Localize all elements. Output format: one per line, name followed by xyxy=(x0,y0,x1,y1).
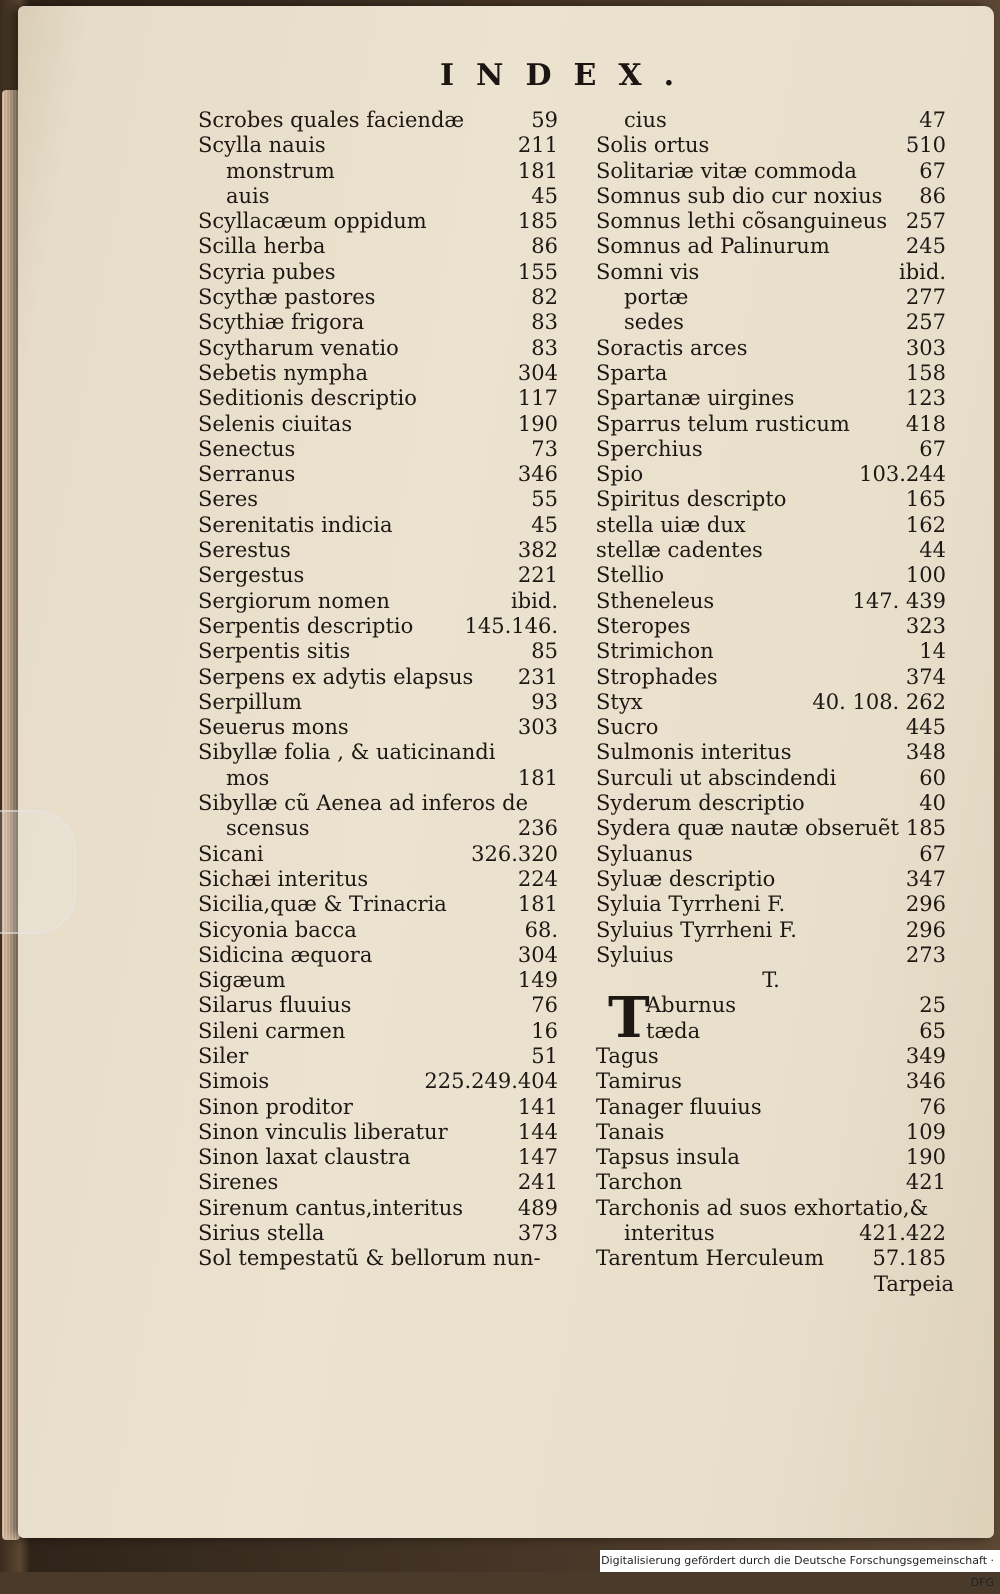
index-term: Seres xyxy=(198,487,259,512)
index-page-ref: 123 xyxy=(905,386,946,411)
running-head: INDEX. xyxy=(440,58,697,93)
index-term: Sparrus telum rusticum xyxy=(596,411,850,436)
index-entry xyxy=(596,513,946,538)
index-entry xyxy=(198,791,558,816)
index-entry xyxy=(596,842,946,867)
index-entry xyxy=(198,260,558,285)
index-entry xyxy=(198,437,558,462)
index-term: Scylla nauis xyxy=(198,133,326,158)
index-entry xyxy=(596,336,946,361)
index-term: Sicilia,quæ & Trinacria xyxy=(198,892,447,917)
index-entry xyxy=(596,1170,946,1195)
index-entry xyxy=(198,1095,558,1120)
index-page-ref: 489 xyxy=(517,1195,558,1220)
index-page-ref: 109 xyxy=(905,1119,946,1144)
index-entry xyxy=(596,1145,946,1170)
index-term: Serpentis sitis xyxy=(198,639,351,664)
index-entry xyxy=(198,133,558,158)
index-entry xyxy=(198,538,558,563)
index-entry xyxy=(198,614,558,639)
index-page-ref: 421.422 xyxy=(859,1221,946,1246)
index-term: Selenis ciuitas xyxy=(198,411,353,436)
index-entry xyxy=(596,538,946,563)
index-term: Sirius stella xyxy=(198,1221,325,1246)
index-page-ref: 185 xyxy=(517,209,558,234)
index-term: Sigæum xyxy=(198,968,286,993)
index-page-ref: 257 xyxy=(905,209,946,234)
index-entry xyxy=(596,892,946,917)
index-page-ref: 165 xyxy=(905,487,946,512)
index-entry xyxy=(198,1044,558,1069)
index-term: Sperchius xyxy=(596,436,703,461)
index-term: Syluia Tyrrheni F. xyxy=(596,892,786,917)
index-entry xyxy=(198,943,558,968)
index-page-ref: 303 xyxy=(905,335,946,360)
index-page-ref: 348 xyxy=(905,740,946,765)
index-page-ref: 225.249.404 xyxy=(424,1069,558,1094)
index-entry xyxy=(198,766,558,791)
index-term: Surculi ut abscindendi xyxy=(596,765,837,790)
index-page-ref: 181 xyxy=(517,892,558,917)
index-page-ref: 45 xyxy=(531,183,558,208)
index-entry xyxy=(198,159,558,184)
index-entry xyxy=(198,690,558,715)
index-term: Sol tempestatũ & bellorum nun- xyxy=(198,1246,541,1271)
index-page-ref: 418 xyxy=(905,411,946,436)
index-term: Tamirus xyxy=(596,1069,682,1094)
index-term: Scrobes quales faciendæ xyxy=(198,108,465,132)
index-page-ref: 47 xyxy=(919,108,946,132)
index-entry xyxy=(596,1221,946,1246)
index-term: Steropes xyxy=(596,613,691,638)
index-term: Sicyonia bacca xyxy=(198,917,357,942)
index-page-ref: 67 xyxy=(919,841,946,866)
index-page-ref: 346 xyxy=(905,1069,946,1094)
index-column-left xyxy=(198,108,558,1272)
index-page-ref: 51 xyxy=(531,1043,558,1068)
index-term: cius xyxy=(624,108,667,132)
index-page-ref: 82 xyxy=(531,285,558,310)
index-page-ref: 145.146. xyxy=(464,613,558,638)
index-term: Scyria pubes xyxy=(198,259,336,284)
index-term: Siler xyxy=(198,1043,249,1068)
index-term: Scythiæ frigora xyxy=(198,310,365,335)
index-entry xyxy=(198,993,558,1018)
index-term: Spio xyxy=(596,462,644,487)
index-page-ref: 162 xyxy=(905,512,946,537)
index-entry xyxy=(596,665,946,690)
index-entry xyxy=(596,108,946,133)
index-term: Syluanus xyxy=(596,841,693,866)
index-page-ref: 277 xyxy=(905,285,946,310)
index-entry xyxy=(198,108,558,133)
index-entry xyxy=(596,614,946,639)
index-entry xyxy=(596,184,946,209)
index-term: Syderum descriptio xyxy=(596,791,805,816)
index-page-ref: 236 xyxy=(517,816,558,841)
index-entry xyxy=(198,1120,558,1145)
index-term: Sulmonis interitus xyxy=(596,740,792,765)
index-page-ref: 346 xyxy=(517,462,558,487)
index-term: Syluius xyxy=(596,942,674,967)
digitization-footer: Digitalisierung gefördert durch die Deutsche Forschungsgemeinschaft · DFG xyxy=(600,1550,1000,1572)
index-entry xyxy=(198,563,558,588)
index-term: Sidicina æquora xyxy=(198,942,373,967)
index-entry xyxy=(596,867,946,892)
index-page-ref: 55 xyxy=(531,487,558,512)
index-page-ref: 67 xyxy=(919,436,946,461)
index-term: Styx xyxy=(596,689,643,714)
index-term: Somnus lethi cõsanguineus xyxy=(596,209,888,234)
index-page-ref: 45 xyxy=(531,512,558,537)
index-page-ref: 245 xyxy=(905,234,946,259)
index-page-ref: 86 xyxy=(919,183,946,208)
index-page-ref: 224 xyxy=(517,866,558,891)
index-entry xyxy=(198,209,558,234)
index-entry xyxy=(198,842,558,867)
index-entry xyxy=(596,1120,946,1145)
index-term: Somnus ad Palinurum xyxy=(596,234,830,259)
index-term: stellæ cadentes xyxy=(596,538,763,563)
index-term: Sucro xyxy=(596,715,659,740)
index-page-ref: 273 xyxy=(905,942,946,967)
index-page-ref: 421 xyxy=(905,1170,946,1195)
index-entry xyxy=(198,867,558,892)
page-clip xyxy=(0,810,76,934)
index-entry xyxy=(198,892,558,917)
index-page-ref: 373 xyxy=(517,1221,558,1246)
index-entry xyxy=(198,1145,558,1170)
index-entry xyxy=(596,816,946,841)
index-page-ref: 149 xyxy=(517,968,558,993)
index-page-ref: 304 xyxy=(517,942,558,967)
index-term: T. xyxy=(762,968,780,993)
index-entry xyxy=(596,639,946,664)
index-entry xyxy=(198,184,558,209)
index-term: Sichæi interitus xyxy=(198,866,369,891)
index-term: Serestus xyxy=(198,538,291,563)
index-page-ref: 73 xyxy=(531,436,558,461)
index-page-ref: 25 xyxy=(919,993,946,1018)
index-entry xyxy=(198,285,558,310)
index-page-ref: 374 xyxy=(905,664,946,689)
index-term: Somni vis xyxy=(596,259,700,284)
index-entry xyxy=(198,1246,558,1271)
index-term: Tarchon xyxy=(596,1170,683,1195)
index-page-ref: 231 xyxy=(517,664,558,689)
index-entry xyxy=(596,766,946,791)
catchword: Tarpeia xyxy=(873,1272,954,1296)
index-term: Sileni carmen xyxy=(198,1018,346,1043)
index-term: Tarentum Herculeum xyxy=(596,1246,825,1271)
index-entry xyxy=(596,234,946,259)
index-term: Tagus xyxy=(596,1043,659,1068)
index-page-ref: 57.185 xyxy=(872,1246,946,1271)
index-page-ref: ibid. xyxy=(899,259,946,284)
index-entry xyxy=(198,386,558,411)
index-page-ref: 76 xyxy=(531,993,558,1018)
index-term: Tarchonis ad suos exhortatio,& xyxy=(596,1195,929,1220)
index-page-ref: 181 xyxy=(517,158,558,183)
index-page-ref: 296 xyxy=(905,892,946,917)
index-entry xyxy=(596,1095,946,1120)
index-term: Serpens ex adytis elapsus xyxy=(198,664,474,689)
index-page-ref: ibid. xyxy=(511,588,558,613)
index-term: Soractis arces xyxy=(596,335,748,360)
index-term: Spiritus descripto xyxy=(596,487,787,512)
index-term: monstrum xyxy=(226,158,335,183)
index-page-ref: 16 xyxy=(531,1018,558,1043)
index-entry xyxy=(596,1069,946,1094)
index-entry xyxy=(596,943,946,968)
index-page-ref: 68. xyxy=(524,917,558,942)
index-entry xyxy=(596,740,946,765)
index-entry xyxy=(198,1196,558,1221)
index-page-ref: 83 xyxy=(531,335,558,360)
index-entry xyxy=(596,791,946,816)
index-term: Seuerus mons xyxy=(198,715,349,740)
index-page-ref: 117 xyxy=(517,386,558,411)
index-page-ref: 221 xyxy=(517,563,558,588)
index-page-ref: 190 xyxy=(905,1145,946,1170)
index-term: Solis ortus xyxy=(596,133,710,158)
index-term: Sinon vinculis liberatur xyxy=(198,1119,448,1144)
index-page-ref: 85 xyxy=(531,639,558,664)
index-term: Syluius Tyrrheni F. xyxy=(596,917,797,942)
index-entry xyxy=(198,336,558,361)
index-term: Serenitatis indicia xyxy=(198,512,393,537)
index-term: auis xyxy=(226,183,270,208)
index-page-ref: 67 xyxy=(919,158,946,183)
index-entry xyxy=(198,513,558,538)
index-page-ref: 257 xyxy=(905,310,946,335)
index-page-ref: 382 xyxy=(517,538,558,563)
index-term: tæda xyxy=(646,1018,701,1043)
index-entry xyxy=(596,159,946,184)
index-page-ref: 147. 439 xyxy=(852,588,946,613)
index-entry xyxy=(596,487,946,512)
index-term: Scilla herba xyxy=(198,234,326,259)
index-term: Serranus xyxy=(198,462,296,487)
index-page-ref: 190 xyxy=(517,411,558,436)
index-term: Sinon proditor xyxy=(198,1094,353,1119)
index-term: Scytharum venatio xyxy=(198,335,399,360)
index-page-ref: 65 xyxy=(919,1018,946,1043)
index-term: Sydera quæ nautæ obseruẽt xyxy=(596,816,899,841)
index-term: Aburnus xyxy=(646,993,736,1018)
index-term: Somnus sub dio cur noxius xyxy=(596,183,883,208)
index-term: stella uiæ dux xyxy=(596,512,746,537)
index-term: Spartanæ uirgines xyxy=(596,386,795,411)
index-term: scensus xyxy=(226,816,310,841)
index-page-ref: 303 xyxy=(517,715,558,740)
index-entry xyxy=(596,386,946,411)
index-term: Silarus fluuius xyxy=(198,993,352,1018)
index-page-ref: 241 xyxy=(517,1170,558,1195)
index-page-ref: 83 xyxy=(531,310,558,335)
index-term: Solitariæ vitæ commoda xyxy=(596,158,857,183)
index-page-ref: 86 xyxy=(531,234,558,259)
index-entry xyxy=(198,1069,558,1094)
index-entry xyxy=(198,918,558,943)
index-column-right xyxy=(596,108,946,1272)
index-term: sedes xyxy=(624,310,684,335)
index-entry xyxy=(198,487,558,512)
index-term: Seditionis descriptio xyxy=(198,386,417,411)
index-term: Stellio xyxy=(596,563,665,588)
index-entry xyxy=(596,285,946,310)
drop-cap: T xyxy=(608,985,650,1051)
index-page-ref: 349 xyxy=(905,1043,946,1068)
index-term: Sparta xyxy=(596,360,668,385)
index-entry xyxy=(596,1246,946,1271)
index-entry xyxy=(596,918,946,943)
index-page-ref: 326.320 xyxy=(471,841,558,866)
index-term: Serpillum xyxy=(198,689,302,714)
index-entry xyxy=(198,816,558,841)
index-entry xyxy=(198,310,558,335)
index-term: Sibyllæ cũ Aenea ad inferos de xyxy=(198,791,529,816)
index-page-ref: 185 xyxy=(905,816,946,841)
index-page-ref: 144 xyxy=(517,1119,558,1144)
index-term: Stheneleus xyxy=(596,588,715,613)
index-term: Strimichon xyxy=(596,639,714,664)
index-entry xyxy=(198,639,558,664)
index-page-ref: 76 xyxy=(919,1094,946,1119)
index-page-ref: 445 xyxy=(905,715,946,740)
index-page-ref: 181 xyxy=(517,765,558,790)
index-entry xyxy=(596,589,946,614)
index-term: Tanais xyxy=(596,1119,665,1144)
index-page-ref: 44 xyxy=(919,538,946,563)
index-entry xyxy=(596,260,946,285)
index-term: Tanager fluuius xyxy=(596,1094,762,1119)
index-page-ref: 211 xyxy=(517,133,558,158)
index-page-ref: 296 xyxy=(905,917,946,942)
index-entry xyxy=(198,462,558,487)
index-page-ref: 14 xyxy=(919,639,946,664)
index-page-ref: 323 xyxy=(905,613,946,638)
index-page-ref: 147 xyxy=(517,1145,558,1170)
index-page-ref: 103.244 xyxy=(859,462,946,487)
index-term: Sebetis nympha xyxy=(198,360,369,385)
index-entry xyxy=(596,563,946,588)
index-term: Sergiorum nomen xyxy=(198,588,390,613)
index-page-ref: 347 xyxy=(905,866,946,891)
index-entry xyxy=(198,589,558,614)
index-term: Sibyllæ folia , & uaticinandi xyxy=(198,740,496,765)
index-term: Tapsus insula xyxy=(596,1145,740,1170)
index-page-ref: 60 xyxy=(919,765,946,790)
index-entry xyxy=(596,310,946,335)
index-entry xyxy=(198,1221,558,1246)
index-term: Scythæ pastores xyxy=(198,285,376,310)
index-term: Sirenum cantus,interitus xyxy=(198,1195,464,1220)
index-term: Senectus xyxy=(198,436,296,461)
index-page-ref: 510 xyxy=(905,133,946,158)
index-entry xyxy=(198,968,558,993)
index-entry xyxy=(198,1019,558,1044)
index-term: Scyllacæum oppidum xyxy=(198,209,427,234)
index-entry xyxy=(198,665,558,690)
index-entry xyxy=(596,462,946,487)
index-term: Syluæ descriptio xyxy=(596,866,776,891)
index-term: Sergestus xyxy=(198,563,305,588)
index-term: Strophades xyxy=(596,664,718,689)
index-page-ref: 158 xyxy=(905,360,946,385)
index-page-ref: 141 xyxy=(517,1094,558,1119)
index-term: Sinon laxat claustra xyxy=(198,1145,411,1170)
index-page-ref: 59 xyxy=(531,108,558,132)
index-term: Sirenes xyxy=(198,1170,279,1195)
index-entry xyxy=(596,690,946,715)
index-entry xyxy=(198,361,558,386)
index-term: mos xyxy=(226,765,270,790)
index-term: interitus xyxy=(624,1221,715,1246)
index-entry xyxy=(596,437,946,462)
index-entry xyxy=(596,715,946,740)
index-page-ref: 40 xyxy=(919,791,946,816)
index-entry xyxy=(198,234,558,259)
index-entry xyxy=(596,361,946,386)
index-entry xyxy=(198,412,558,437)
index-term: Serpentis descriptio xyxy=(198,613,414,638)
index-page-ref: 155 xyxy=(517,259,558,284)
index-term: portæ xyxy=(624,285,689,310)
index-entry xyxy=(198,1170,558,1195)
index-entry xyxy=(596,133,946,158)
index-entry xyxy=(596,1196,946,1221)
index-page-ref: 93 xyxy=(531,689,558,714)
index-entry xyxy=(198,715,558,740)
index-page-ref: 304 xyxy=(517,360,558,385)
index-entry xyxy=(198,740,558,765)
index-page-ref: 100 xyxy=(905,563,946,588)
index-entry xyxy=(596,209,946,234)
index-page-ref: 40. 108. 262 xyxy=(812,689,946,714)
index-entry xyxy=(596,412,946,437)
index-term: Sicani xyxy=(198,841,264,866)
index-term: Simois xyxy=(198,1069,270,1094)
